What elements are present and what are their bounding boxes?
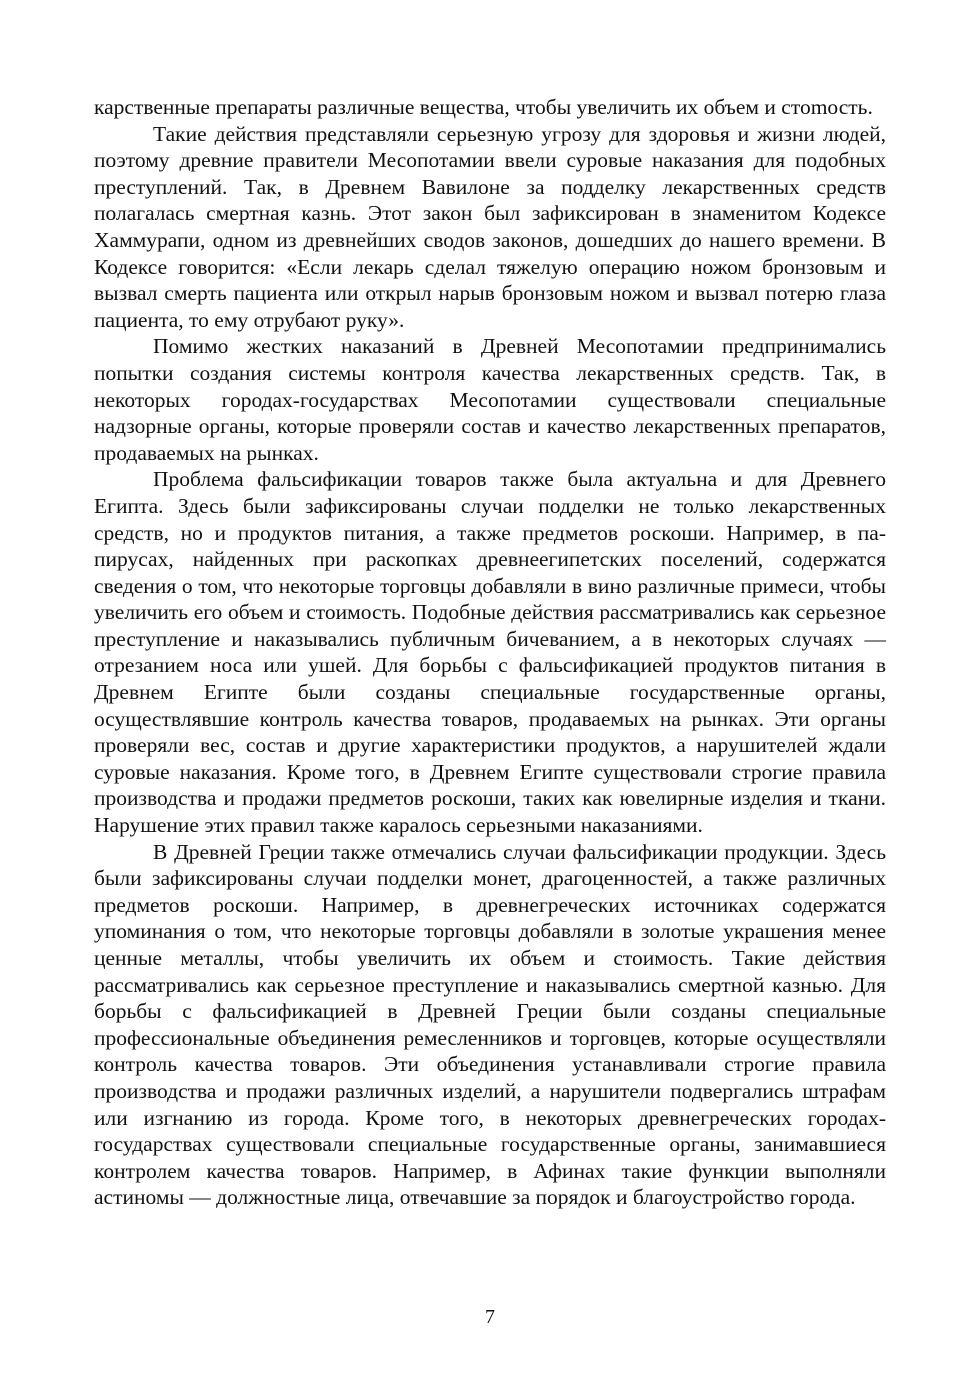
paragraph-4: Проблема фальсификации товаров также была актуальна и для Древнего Египта. Здесь были зафиксированы случаи подделки не только лекарственных средств, но и продуктов питания, а также предметов роскоши. Например, в папирусах, найденных при раскопках древнеегипетских поселений, содержатся сведения о том, что некоторые торговцы добавляли в вино различные примеси, чтобы увеличить его объем и стоимость. Подобные действия рассматривались как серьезное преступление и наказывались публичным бичеванием, а в некоторых случаях — отрезанием носа или ушей. Для борьбы с фальсификацией продуктов питания в Древнем Египте были созданы специальные государственные органы, осуществлявшие контроль качества товаров, продаваемых на рынках. Эти органы проверяли вес, состав и другие характеристики продуктов, а нарушителей ждали суровые наказания. Кроме того, в Древнем Египте существовали строгие правила производства и продажи предметов роскоши, таких как ювелирные изделия и ткани. Нарушение этих правил также каралось серьезными наказаниями. <box>94 467 886 838</box>
paragraph-3: Помимо жестких наказаний в Древней Месопотамии предпринимались попытки создания системы контроля качества лекарственных средств. Так, в некоторых городах-государствах Месопотамии существовали специальные надзорные органы, которые проверяли состав и качество лекарственных препаратов, продаваемых на рынках. <box>94 334 886 465</box>
paragraph-5: В Древней Греции также отмечались случаи фальсификации продукции. Здесь были зафиксированы случаи подделки монет, драгоценностей, а также различных предметов роскоши. Например, в древнегреческих источниках содержатся упоминания о том, что некоторые торговцы добавляли в золотые украшения менее ценные металлы, чтобы увеличить их объем и стоимость. Такие действия рассматривались как серьезное преступление и наказывались смертной казнью. Для борьбы с фальсификацией в Древней Греции были созданы специальные профессиональные объединения ремесленников и торговцев, которые осуществляли контроль качества товаров. Эти объединения устанавливали строгие правила производства и продажи различных изделий, а нарушители подвергались штрафам или изгнанию из города. Кроме того, в некоторых древнегреческих городах-государствах существовали специальные государственные органы, занимавшиеся контролем качества товаров. Например, в Афинах такие функции выполняли астиномы — должностные лица, отвечавшие за порядок и благоустройство города. <box>94 839 886 1210</box>
paragraph-1: карственные препараты различные вещества, чтобы увеличить их объем и стоmость. <box>94 95 873 119</box>
page-body <box>94 94 886 1211</box>
paragraph-2: Такие действия представляли серьезную угрозу для здоровья и жизни людей, поэтому древние правители Месопотамии ввели суровые наказания для подобных преступлений. Так, в Древнем Вавилоне за подделку лекарственных средств полагалась смертная казнь. Этот закон был зафиксирован в знаменитом Кодексе Хаммурапи, одном из древнейших сводов законов, дошедших до нашего времени. В Кодексе говорится: «Если лекарь сделал тяжелую операцию ножом бронзовым и вызвал смерть пациента или открыл нарыв бронзовым ножом и вызвал потерю глаза пациента, то ему отрубают руку». <box>94 121 886 332</box>
page-number: 7 <box>485 1306 495 1328</box>
